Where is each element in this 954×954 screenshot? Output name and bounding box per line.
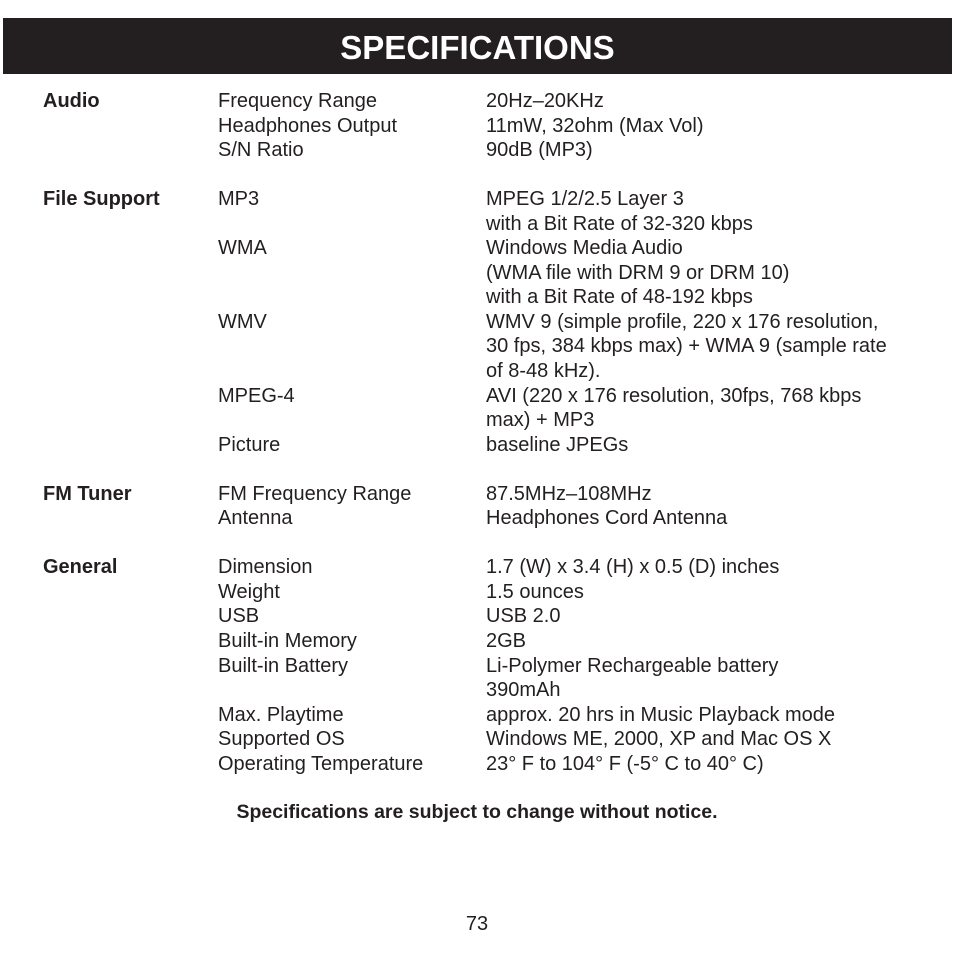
spec-name: Headphones Output <box>218 114 398 137</box>
spec-value: Windows Media Audio (WMA file with DRM 9 or DRM 10) with a Bit Rate of 48-192 kbps <box>486 237 790 309</box>
spec-value: Windows ME, 2000, XP and Mac OS X <box>486 728 832 751</box>
spec-section <box>43 482 923 531</box>
section-label: Audio <box>43 90 100 112</box>
spec-name: WMV <box>218 310 267 333</box>
spec-name: USB <box>218 605 260 628</box>
section-label-spacer <box>43 506 218 531</box>
spec-name: MP3 <box>218 188 260 211</box>
spec-value: 87.5MHz–108MHz <box>486 482 652 505</box>
section-label-spacer <box>43 629 218 654</box>
spec-value: 11mW, 32ohm (Max Vol) <box>486 114 704 137</box>
spec-value: 20Hz–20KHz <box>486 90 604 112</box>
spec-value: 1.5 ounces <box>486 580 584 603</box>
page-title: SPECIFICATIONS <box>340 28 615 66</box>
section-label-spacer <box>43 580 218 605</box>
spec-table <box>43 89 923 801</box>
spec-section <box>43 555 923 776</box>
spec-name: Max. Playtime <box>218 703 344 726</box>
section-label-spacer <box>43 138 218 163</box>
section-label-spacer <box>43 727 218 752</box>
section-label: General <box>43 556 118 579</box>
spec-value: approx. 20 hrs in Music Playback mode <box>486 703 836 726</box>
spec-value: baseline JPEGs <box>486 433 629 456</box>
spec-name: FM Frequency Range <box>218 482 412 505</box>
spec-name: S/N Ratio <box>218 139 304 162</box>
spec-value: 90dB (MP3) <box>486 139 593 162</box>
spec-value: MPEG 1/2/2.5 Layer 3 with a Bit Rate of 32-320 kbps <box>486 188 753 235</box>
spec-name: Built-in Memory <box>218 630 357 653</box>
spec-name: Dimension <box>218 556 313 579</box>
spec-value: Headphones Cord Antenna <box>486 507 728 530</box>
spec-name: Supported OS <box>218 728 345 751</box>
header-bar <box>3 18 952 74</box>
spec-section <box>43 89 923 163</box>
section-label-spacer <box>43 703 218 728</box>
spec-value: 1.7 (W) x 3.4 (H) x 0.5 (D) inches <box>486 556 780 579</box>
section-label: FM Tuner <box>43 482 132 505</box>
page-number: 73 <box>465 913 489 935</box>
spec-section <box>43 187 923 457</box>
spec-value: Li-Polymer Rechargeable battery 390mAh <box>486 654 779 702</box>
section-label-spacer <box>43 433 218 458</box>
change-notice: Specifications are subject to change without notice. <box>236 801 718 823</box>
spec-name: Weight <box>218 580 280 603</box>
section-label: File Support <box>43 188 160 211</box>
spec-name: Frequency Range <box>218 90 377 112</box>
section-label-spacer <box>43 654 218 703</box>
spec-name: MPEG-4 <box>218 384 295 407</box>
spec-name: Built-in Battery <box>218 654 349 677</box>
spec-name: Antenna <box>218 507 293 530</box>
spec-name: Picture <box>218 433 281 456</box>
spec-value: USB 2.0 <box>486 605 561 628</box>
section-label-spacer <box>43 114 218 139</box>
spec-value: WMV 9 (simple profile, 220 x 176 resolution, 30 fps, 384 kbps max) + WMA 9 (sample rate of 8-48 kHz). <box>486 310 887 383</box>
section-label-spacer <box>43 604 218 629</box>
spec-name: Operating Temperature <box>218 752 424 775</box>
section-label-spacer <box>43 384 218 433</box>
spec-value: 23° F to 104° F (-5° C to 40° C) <box>486 752 764 775</box>
section-label-spacer <box>43 310 218 384</box>
spec-value: 2GB <box>486 630 527 653</box>
section-label-spacer <box>43 236 218 310</box>
section-label-spacer <box>43 752 218 777</box>
spec-value: AVI (220 x 176 resolution, 30fps, 768 kbps max) + MP3 <box>486 384 862 432</box>
spec-name: WMA <box>218 237 267 260</box>
